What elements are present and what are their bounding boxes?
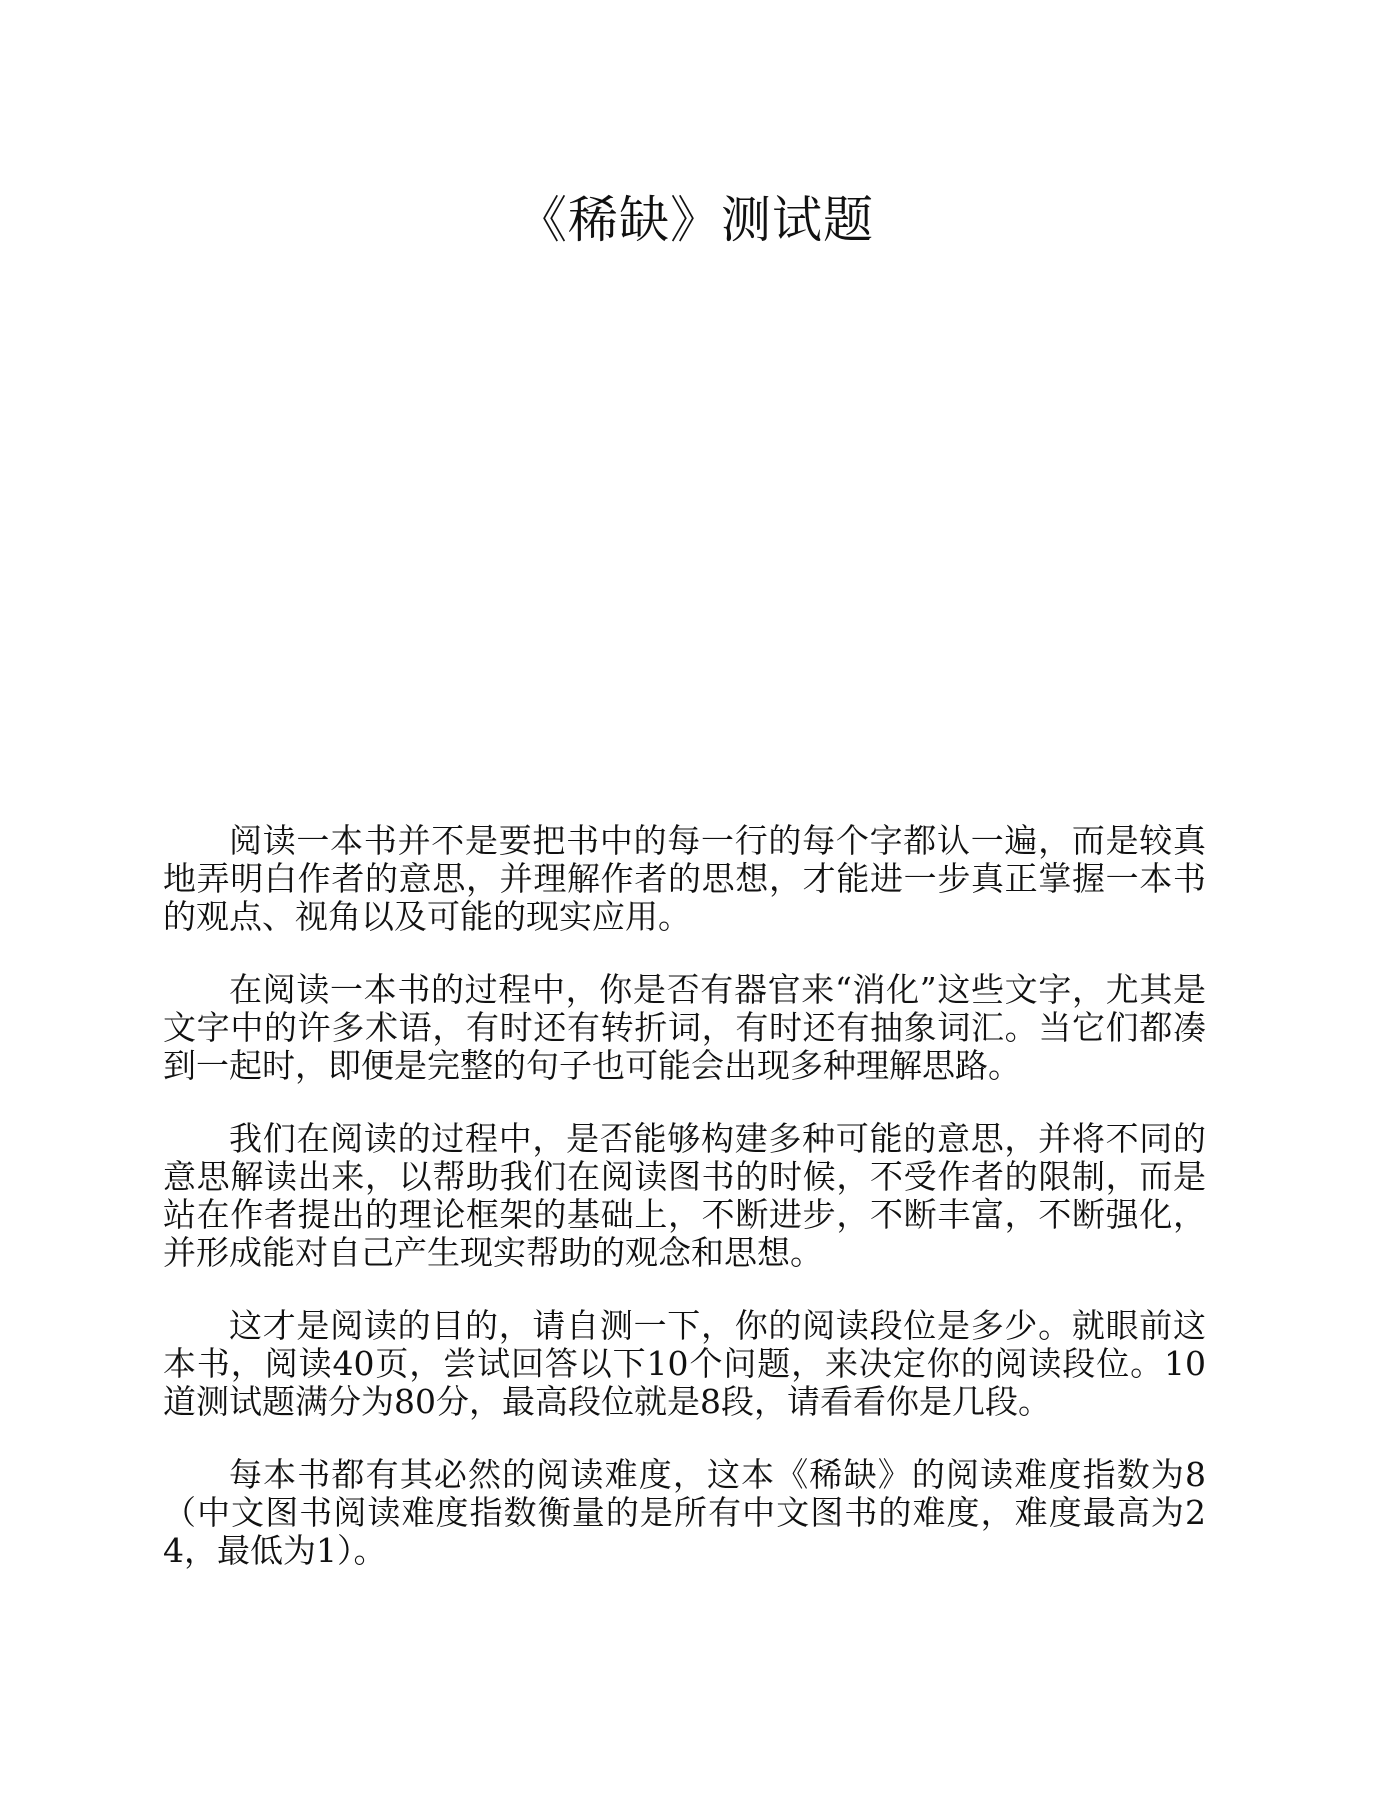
paragraph-1: 阅读一本书并不是要把书中的每一行的每个字都认一遍，而是较真地弄明白作者的意思，并理解作者的思想，才能进一步真正掌握一本书的观点、视角以及可能的现实应用。 [163,821,1206,936]
paragraph-5: 每本书都有其必然的阅读难度，这本《稀缺》的阅读难度指数为8（中文图书阅读难度指数衡量的是所有中文图书的难度，难度最高为24，最低为1）。 [163,1455,1206,1570]
page-title: 《稀缺》测试题 [517,191,874,249]
paragraph-2: 在阅读一本书的过程中，你是否有器官来“消化”这些文字，尤其是文字中的许多术语，有时还有转折词，有时还有抽象词汇。当它们都凑到一起时，即便是完整的句子也可能会出现多种理解思路。 [163,970,1206,1085]
paragraph-3: 我们在阅读的过程中，是否能够构建多种可能的意思，并将不同的意思解读出来，以帮助我们在阅读图书的时候，不受作者的限制，而是站在作者提出的理论框架的基础上，不断进步，不断丰富，不断强化，并形成能对自己产生现实帮助的观念和思想。 [163,1119,1206,1272]
body-text [163,822,1206,1605]
paragraph-4: 这才是阅读的目的，请自测一下，你的阅读段位是多少。就眼前这本书，阅读40页，尝试回答以下10个问题，来决定你的阅读段位。10道测试题满分为80分，最高段位就是8段，请看看你是几段。 [163,1306,1206,1421]
